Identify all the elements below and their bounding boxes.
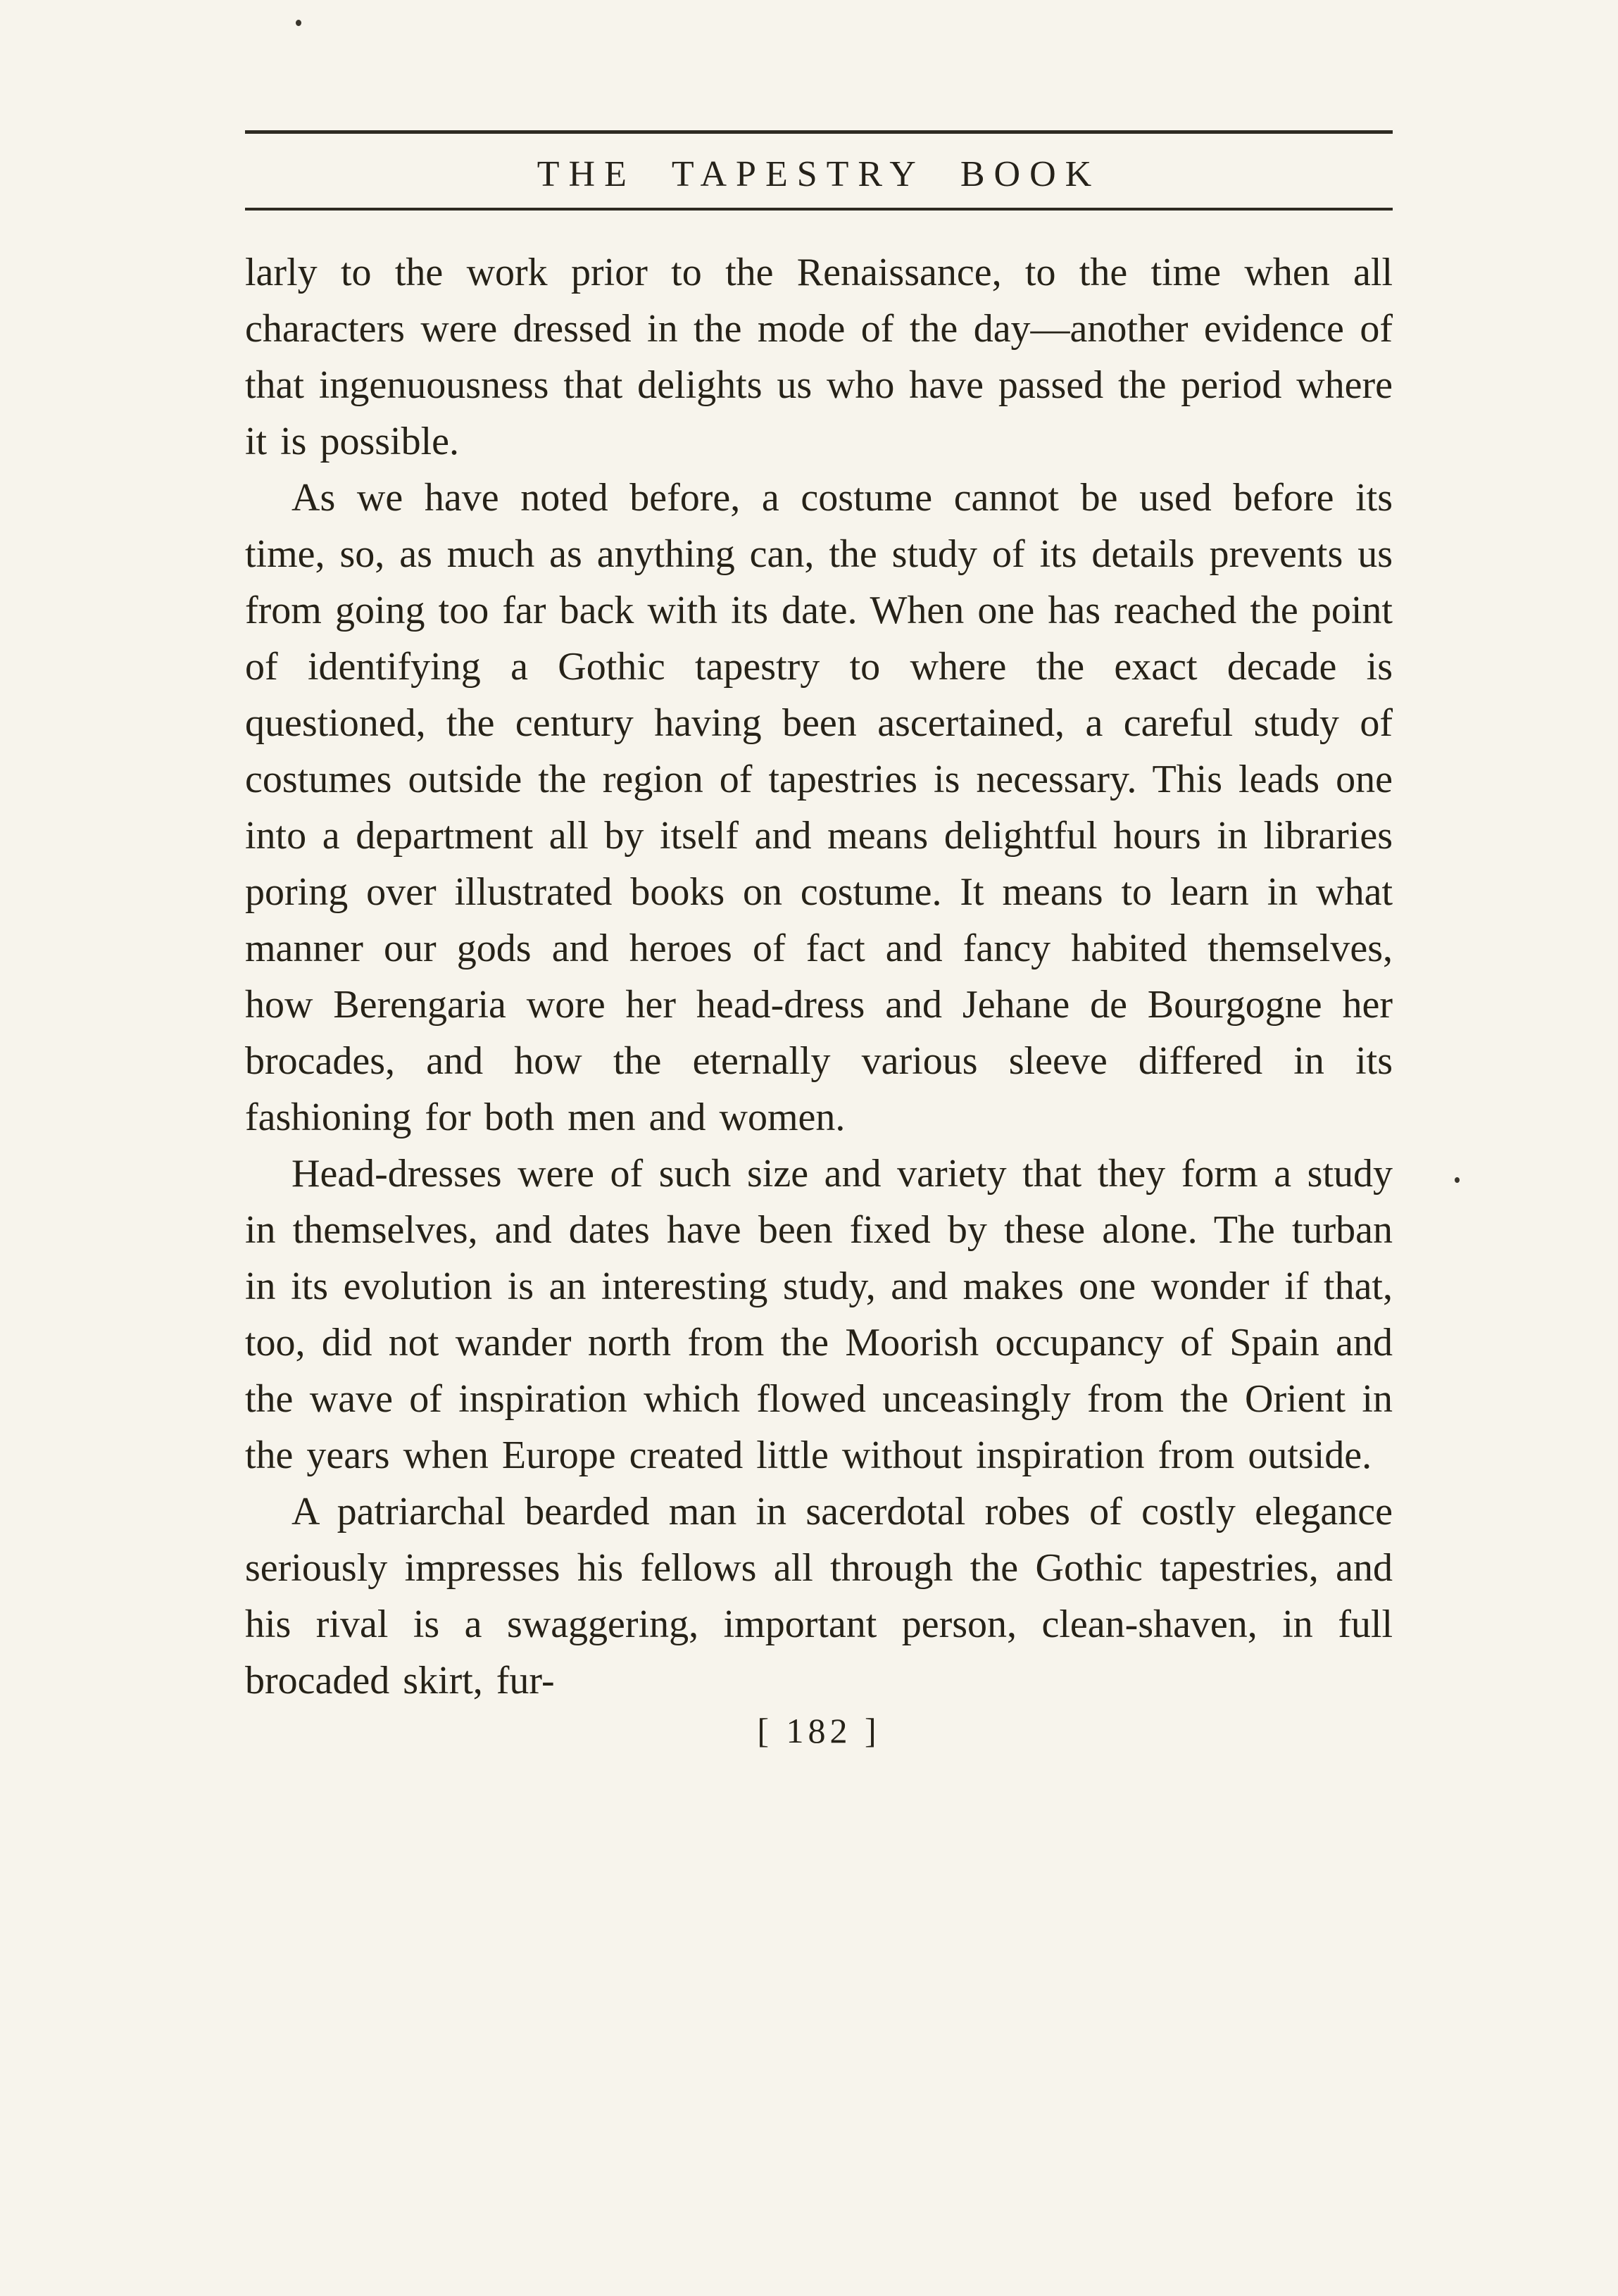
running-head-title: THE TAPESTRY BOOK <box>537 154 1101 194</box>
scan-artifact-dot <box>1455 1177 1460 1183</box>
page-number: [ 182 ] <box>757 1711 881 1750</box>
header-rule-bottom <box>245 208 1393 211</box>
scan-artifact-dot <box>296 20 301 26</box>
paragraph: As we have noted before, a costume cannot be used before its time, so, as much as anything can, the study of its details prevents us from going too far back with its date. When one has reached the point of identifying a Gothic tapestry to where the exact decade is questioned, the century having been ascertained, a careful study of costumes outside the region of tapestries is necessary. This leads one into a department all by itself and means delightful hours in libraries poring over illustrated books on costume. It means to learn in what manner our gods and heroes of fact and fancy habited themselves, how Berengaria wore her head-dress and Jehane de Bourgogne her brocades, and how the eternally various sleeve differed in its fashioning for both men and women. <box>245 476 1393 1139</box>
text-block <box>245 130 1393 1751</box>
paragraph: A patriarchal bearded man in sacerdotal robes of costly elegance seriously impresses his fellows all through the Gothic tapestries, and his rival is a swaggering, important person, clean-shaven, in full brocaded skirt, fur- <box>245 1490 1393 1702</box>
paragraph: Head-dresses were of such size and variety that they form a study in themselves, and dates have been fixed by these alone. The turban in its evolution is an interesting study, and makes one wonder if that, too, did not wander north from the Moorish occupancy of Spain and the wave of inspiration which flowed unceasingly from the Orient in the years when Europe created little without inspiration from outside. <box>245 1152 1393 1477</box>
body-text <box>245 244 1393 1709</box>
paragraph-continuation: larly to the work prior to the Renaissance, to the time when all characters were dressed in the mode of the day—another evidence of that ingenuousness that delights us who have passed the period where it is possible. <box>245 251 1393 463</box>
